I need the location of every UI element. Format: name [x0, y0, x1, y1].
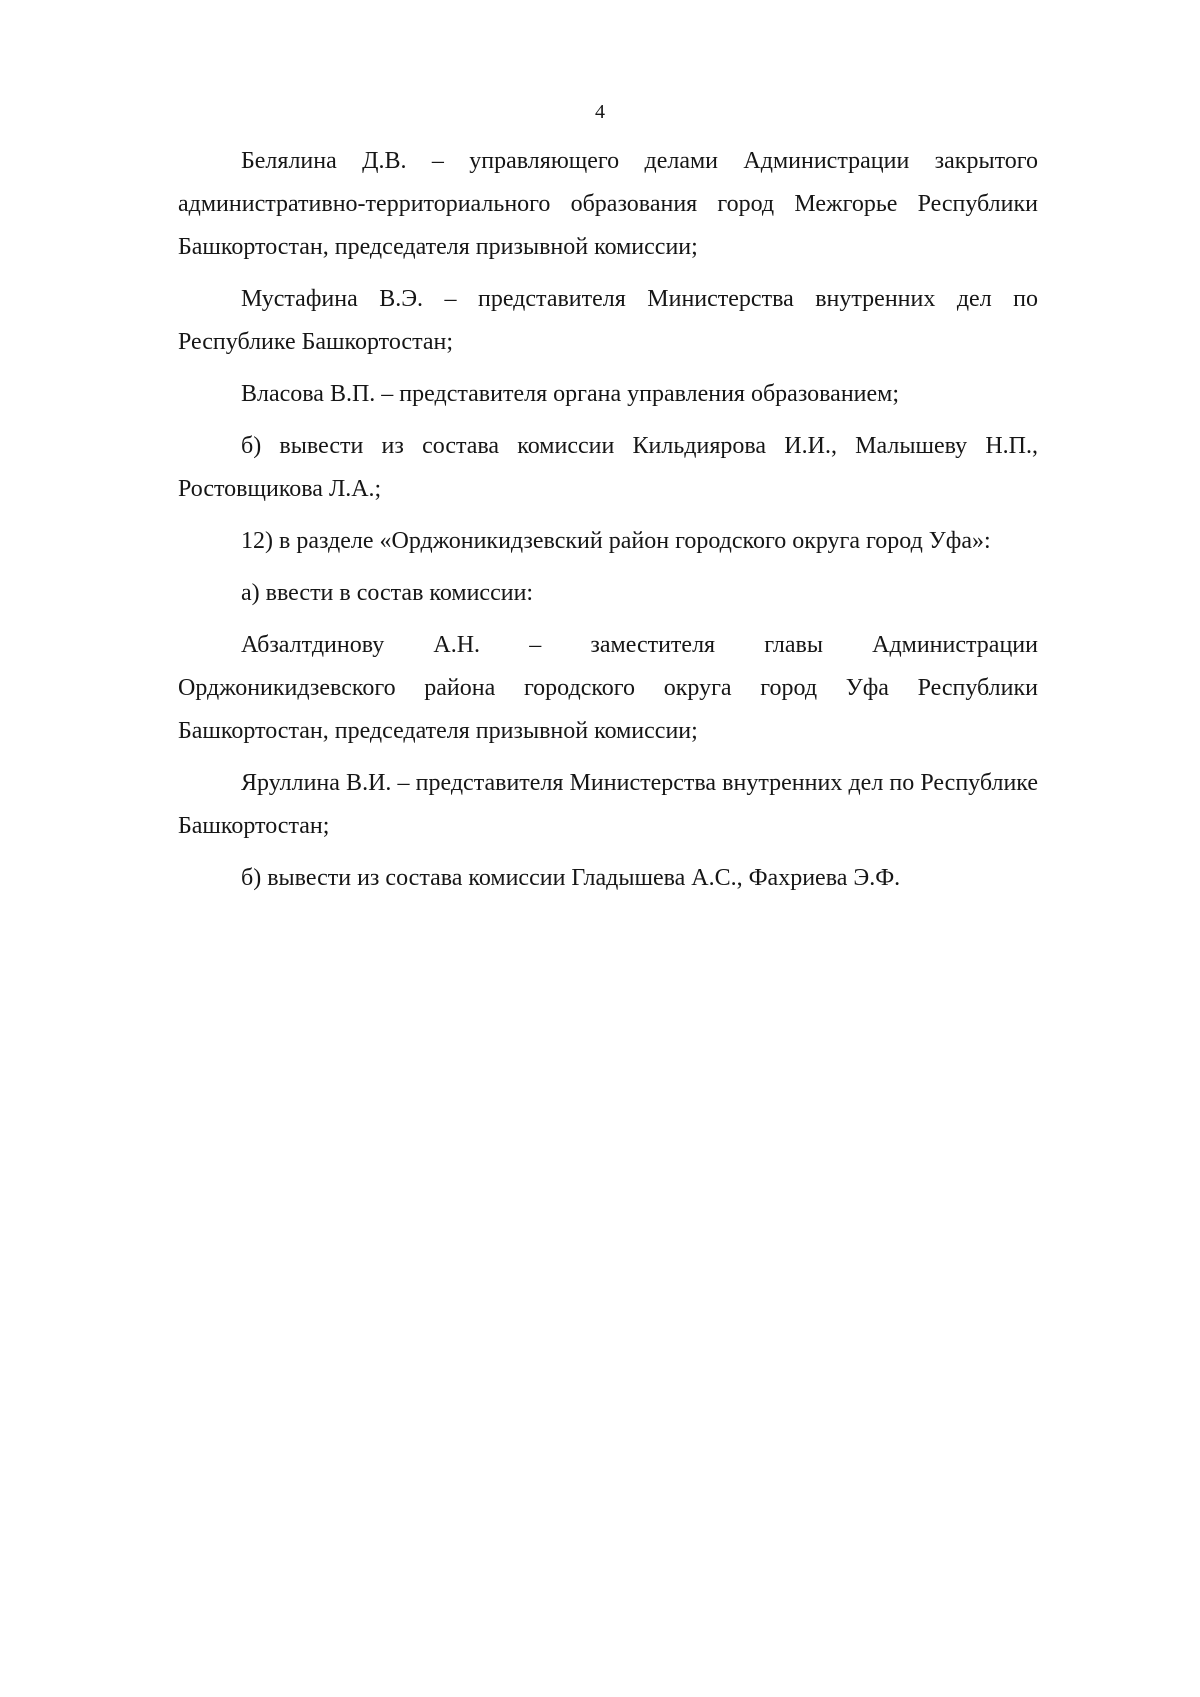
paragraph-remove-members-2: б) вывести из состава комиссии Гладышева А.С., Фахриева Э.Ф.	[241, 865, 901, 891]
paragraph-abzaltdinova: Абзалтдинову А.Н. – заместителя главы Администрации Орджоникидзевского района городского округа город Уфа Республики Башкортостан, председателя призывной комиссии;	[178, 632, 1038, 744]
paragraph-vlasov: Власова В.П. – представителя органа управления образованием;	[241, 381, 900, 407]
paragraph-belyalin: Белялина Д.В. – управляющего делами Администрации закрытого административно-территориального образования город Межгорье Республики Башкортостан, председателя призывной комиссии;	[178, 148, 1038, 260]
paragraph-yarullin: Яруллина В.И. – представителя Министерства внутренних дел по Республике Башкортостан;	[178, 770, 1038, 839]
document-body	[178, 140, 1038, 909]
paragraph-remove-members-1: б) вывести из состава комиссии Кильдиярова И.И., Малышеву Н.П., Ростовщикова Л.А.;	[178, 433, 1038, 502]
page-number: 4	[595, 101, 605, 123]
paragraph-section-12: 12) в разделе «Орджоникидзевский район городского округа город Уфа»:	[241, 528, 991, 554]
paragraph-mustafin: Мустафина В.Э. – представителя Министерства внутренних дел по Республике Башкортостан;	[178, 286, 1038, 355]
paragraph-add-members: а) ввести в состав комиссии:	[241, 580, 534, 606]
